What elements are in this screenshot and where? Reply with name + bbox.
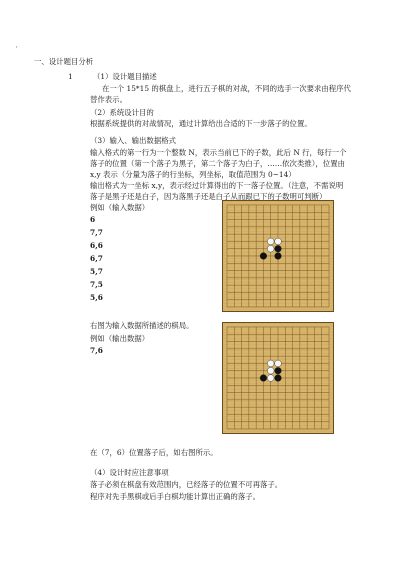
section-3-line-4: 输出格式为一坐标 x,y，表示经过计算得出的下一落子位置。（注意，不需说明: [90, 181, 344, 190]
input-line: 6,7: [90, 254, 103, 263]
section-2-title: （2）系统设计目的: [90, 108, 154, 117]
section-number: 1: [68, 72, 73, 81]
input-line: 7,7: [90, 228, 103, 237]
input-line: 5,7: [90, 267, 103, 276]
section-3-line-3: x,y 表示（分量为落子的行坐标，列坐标，取值范围为 0~14）: [90, 170, 296, 179]
gomoku-board-output: [222, 322, 334, 434]
black-stone: [275, 375, 282, 382]
input-line: 6: [90, 215, 96, 224]
board-1-canvas: [222, 200, 334, 312]
section-3-line-5: 落子是黑子还是白子，因为落黑子还是白子从而跟已下的子数明可判断）: [90, 192, 327, 201]
input-line: 5,6: [90, 293, 103, 302]
heading-1: 一、设计题目分析: [34, 57, 94, 66]
input-line: 7,5: [90, 280, 103, 289]
white-stone: [267, 245, 274, 252]
white-stone: [275, 238, 282, 245]
section-1-line-2: 替作表示。: [90, 95, 127, 104]
white-stone: [267, 360, 274, 367]
section-3-line-1: 输入格式的第一行为一个整数 N，表示当前已下的子数，此后 N 行，每行一个: [90, 148, 347, 157]
white-stone: [267, 367, 274, 374]
section-4-line-1: 落子必须在棋盘有效范围内，已经落子的位置不可再落子。: [90, 480, 283, 489]
caption-board-2: 在（7，6）位置落子后，如右图所示。: [90, 448, 218, 457]
white-stone: [267, 238, 274, 245]
board-2-canvas: [222, 322, 334, 434]
section-2-line-1: 根据系统提供的对战情况，通过计算给出合适的下一步落子的位置。: [90, 119, 312, 128]
white-stone: [275, 360, 282, 367]
example-input-label: 例如（输入数据）: [90, 203, 150, 212]
section-4-line-2: 程序对先手黑棋或后手白棋均能计算出正确的落子。: [90, 492, 260, 501]
gomoku-board-input: [222, 200, 334, 312]
black-stone: [260, 375, 267, 382]
example-output-label: 例如（输出数据）: [90, 334, 150, 343]
caption-board-1: 右图为输入数据所描述的棋局。: [90, 321, 194, 330]
black-stone: [260, 253, 267, 260]
output-line: 7,6: [90, 346, 103, 355]
section-3-line-2: 落子的位置（第一个落子为黑子，第二个落子为白子，……依次类推），位置由: [90, 159, 345, 168]
black-stone: [275, 367, 282, 374]
margin-mark: ': [16, 46, 18, 53]
black-stone: [275, 253, 282, 260]
black-stone: [275, 245, 282, 252]
section-1-title: （1）设计题目描述: [93, 72, 157, 81]
section-4-title: （4）设计时应注意事项: [90, 468, 169, 477]
white-stone: [267, 375, 274, 382]
section-1-line-1: 在一个 15*15 的棋盘上，进行五子棋的对战，不同的选手一次要求由程序代: [102, 84, 351, 93]
input-line: 6,6: [90, 241, 103, 250]
section-3-title: （3）输入、输出数据格式: [90, 136, 177, 145]
